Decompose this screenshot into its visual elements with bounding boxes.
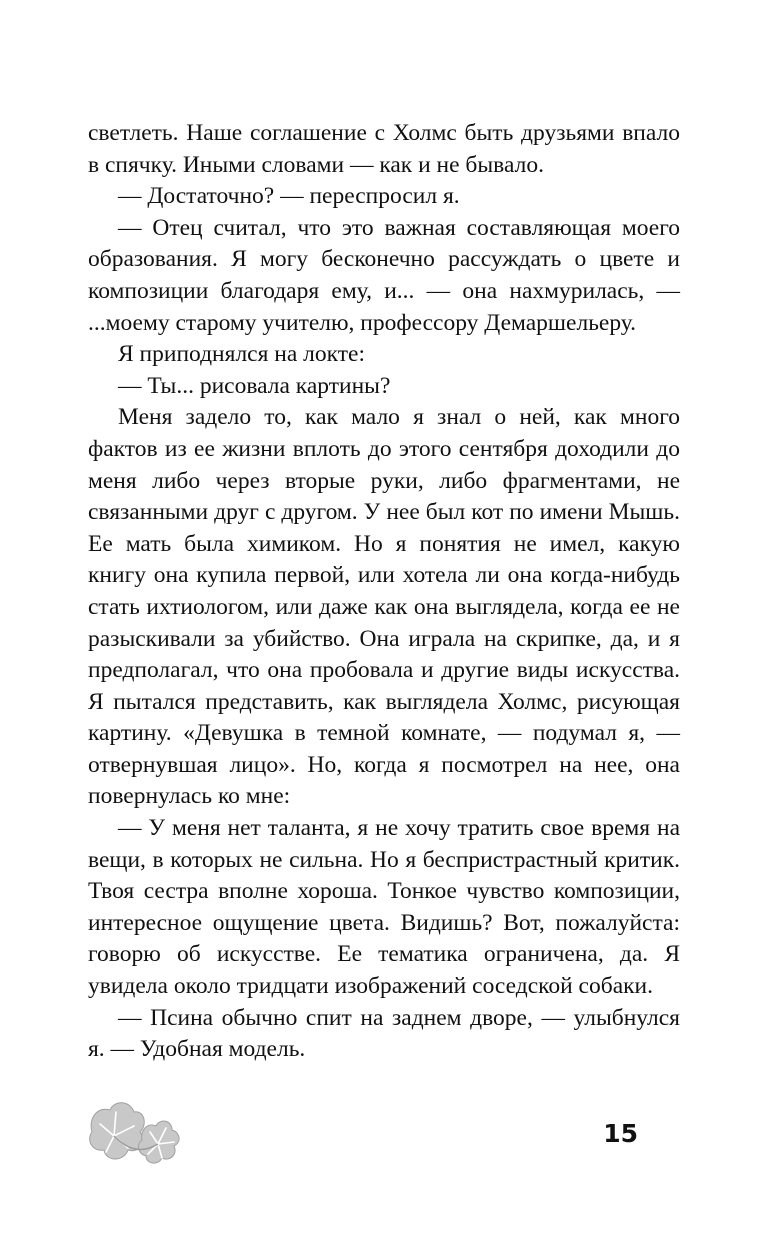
paragraph-8: — Псина обычно спит на заднем дворе, — улыбнулся я. — Удобная модель.: [88, 1004, 680, 1063]
paragraph-4: Я приподнялся на локте:: [118, 341, 365, 368]
paragraph-6: Меня задело то, как мало я знал о ней, как много фактов из ее жизни вплоть до этого сентября доходили до меня либо через вторые руки, либо фрагментами, не связанными друг с другом. У нее был кот по имени Мышь. Ее мать была химиком. Но я понятия не имел, какую книгу она купила первой, или хотела ли она когда-нибудь стать ихтиологом, или даже как она выглядела, когда ее не разыскивали за убийство. Она играла на скрипке, да, и я предполагал, что она пробовала и другие виды искусства. Я пытался представить, как выглядела Холмс, рисующая картину. «Девушка в темной комнате, — подумал я, — отвернувшая лицо». Но, когда я посмотрел на нее, она повернулась ко мне:: [88, 404, 680, 810]
paragraph-2: — Достаточно? — переспросил я.: [118, 183, 460, 210]
paragraph-1: светлеть. Наше соглашение с Холмс быть друзьями впало в спячку. Иными словами — как и не бывало.: [88, 120, 680, 178]
ivy-leaves-icon: [84, 1096, 184, 1172]
page-text: [88, 118, 680, 1066]
paragraph-5: — Ты... рисовала картины?: [118, 372, 391, 399]
paragraph-3: — Отец считал, что это важная составляющая моего образования. Я могу бесконечно рассуждать о цвете и композиции благодаря ему, и... — она нахмурилась, — ...моему старому учителю, профессору Демаршельеру.: [88, 214, 680, 336]
page-number: 15: [603, 1119, 638, 1148]
paragraph-7: — У меня нет таланта, я не хочу тратить свое время на вещи, в которых не сильна. Но я беспристрастный критик. Твоя сестра вполне хороша. Тонкое чувство композиции, интересное ощущение цвета. Видишь? Вот, пожалуйста: говорю об искусстве. Ее тематика ограничена, да. Я увидела около тридцати изображений соседской собаки.: [88, 815, 680, 1000]
